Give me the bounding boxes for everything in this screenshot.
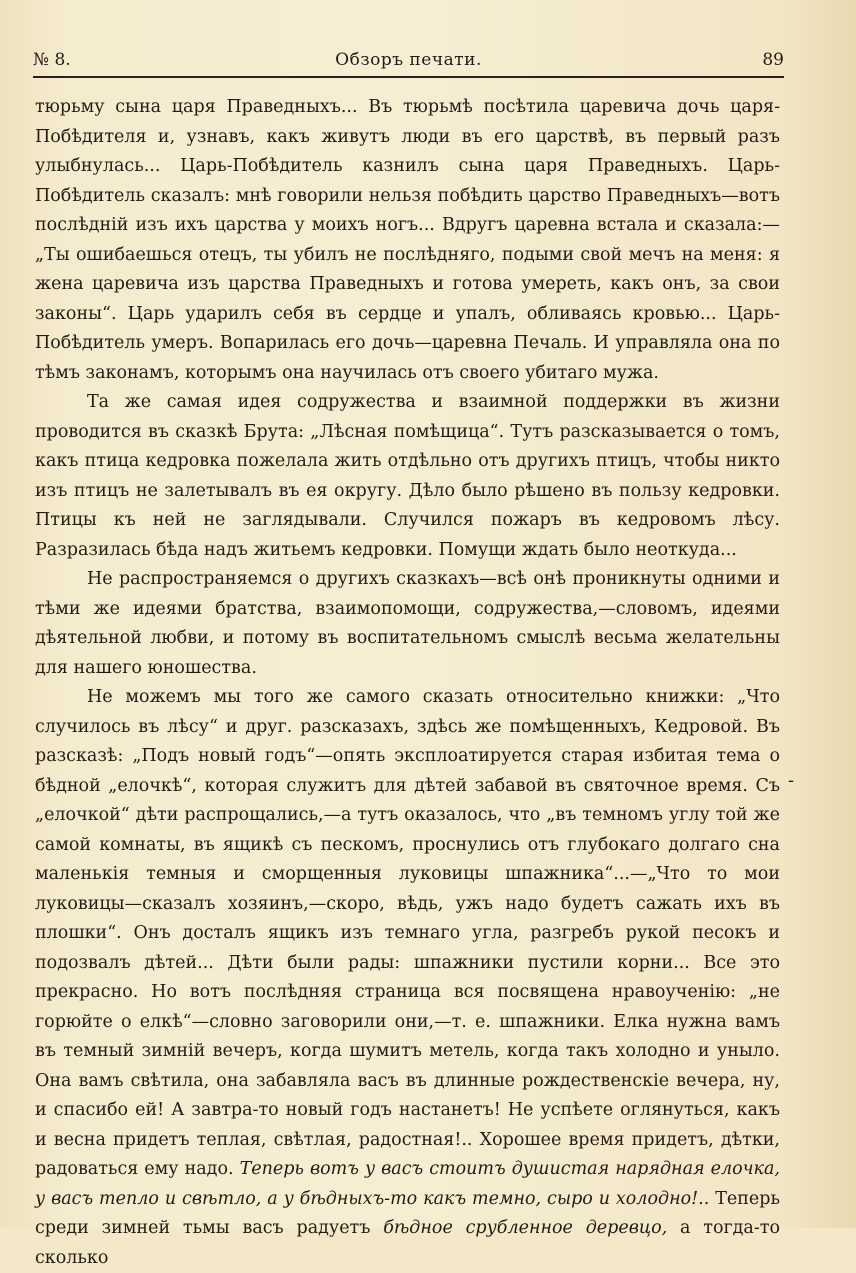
text-run: Не распространяемся о другихъ сказкахъ—всѣ онѣ проникнуты одними и тѣми же идеями братства, взаимопомощи, содружества,—словомъ, идеями дѣятельной любви, и потому въ воспитательномъ смыслѣ весьма желательны для нашего юношества. [35, 569, 780, 678]
text-run: тюрьму сына царя Праведныхъ... Въ тюрьмѣ посѣтила царевича дочь царя-Побѣдителя и, узнавъ, какъ живутъ люди въ его царствѣ, въ первый разъ улыбнулась... Царь-Побѣдитель казнилъ сына царя Праведныхъ. Царь-Побѣдитель сказалъ: мнѣ говорили нельзя побѣдить царство Праведныхъ—вотъ послѣднiй изъ ихъ царства у моихъ ногъ... Вдругъ царевна встала и сказала:—„Ты ошибаешься отецъ, ты убилъ не послѣдняго, подыми свой мечъ на меня: я жена царевича изъ царства Праведныхъ и готова умереть, какъ онъ, за свои законы“. Царь ударилъ себя въ сердце и упалъ, обливаясь кровью... Царь-Побѣдитель умеръ. Вопарилась его дочь—царевна Печаль. И управляла она по тѣмъ законамъ, которымъ она научилась отъ своего убитаго мужа. [35, 97, 780, 383]
section-title: Обзоръ печати. [335, 50, 482, 70]
page-number: 89 [762, 50, 784, 70]
margin-mark: - [788, 770, 795, 791]
body-text [35, 93, 780, 1273]
header-rule [33, 76, 784, 78]
text-run: Не можемъ мы того же самого сказать относительно книжки: „Что случилось въ лѣсу“ и друг. разсказахъ, здѣсь же помѣщенныхъ, Кедровой. Въ разсказѣ: „Подъ новый годъ“—опять эксплоатируется старая избитая тема о бѣдной „елочкѣ“, которая служитъ для дѣтей забавой въ святочное время. Съ „елочкой“ дѣти распрощались,—а тутъ оказалось, что „въ темномъ углу той же самой комнаты, въ ящикѣ съ пескомъ, проснулись отъ глубокаго долгаго сна маленькiя темныя и сморщенныя луковицы шпажника“...—„Что то мои луковицы—сказалъ хозяинъ,—скоро, вѣдь, ужъ надо будетъ сажать ихъ въ плошки“. Онъ досталъ ящикъ изъ темнаго угла, разгребъ рукой песокъ и подозвалъ дѣтей... Дѣти были рады: шпажники пустили корни... Все это прекрасно. Но вотъ послѣдняя страница вся посвящена нравоученiю: „не горюйте о елкѣ“—словно заговорили они,—т. е. шпажники. Елка нужна вамъ въ темный зимнiй вечеръ, когда шумитъ метель, когда такъ холодно и уныло. Она вамъ свѣтила, она забавляла васъ въ длинные рождественскiе вечера, ну, и спасибо ей! А завтра-то новый годъ настанетъ! Не успѣете оглянуться, какъ и весна придетъ теплая, свѣтлая, радостная!.. Хорошее время придетъ, дѣтки, радоваться ему надо. [35, 687, 780, 1179]
running-header [33, 46, 784, 74]
italic-text-run: Теперь вотъ у васъ стоитъ душистая нарядная елочка, у васъ тепло и свѣтло, а у бѣдныхъ-то какъ темно, сыро и холодно!.. [35, 1159, 780, 1209]
text-run: Та же самая идея содружества и взаимной поддержки въ жизни проводится въ сказкѣ Брута: „Лѣсная помѣщица“. Тутъ разсказывается о томъ, какъ птица кедровка пожелала жить отдѣльно отъ другихъ птицъ, чтобы никто изъ птицъ не залетывалъ въ ея округу. Дѣло было рѣшено въ пользу кедровки. Птицы къ ней не заглядывали. Случился пожаръ въ кедровомъ лѣсу. Разразилась бѣда надъ житьемъ кедровки. Помущи ждать было неоткуда... [35, 392, 780, 560]
italic-text-run: бѣдное срубленное деревцо, [383, 1218, 668, 1238]
text-run: а тогда-то сколько [35, 1218, 780, 1268]
issue-number: № 8. [33, 50, 71, 70]
paragraph [35, 683, 780, 1273]
paragraph [35, 388, 780, 565]
paragraph [35, 565, 780, 683]
text-run: Теперь среди зимней тьмы васъ радуетъ [35, 1188, 781, 1238]
paragraph [35, 93, 780, 388]
